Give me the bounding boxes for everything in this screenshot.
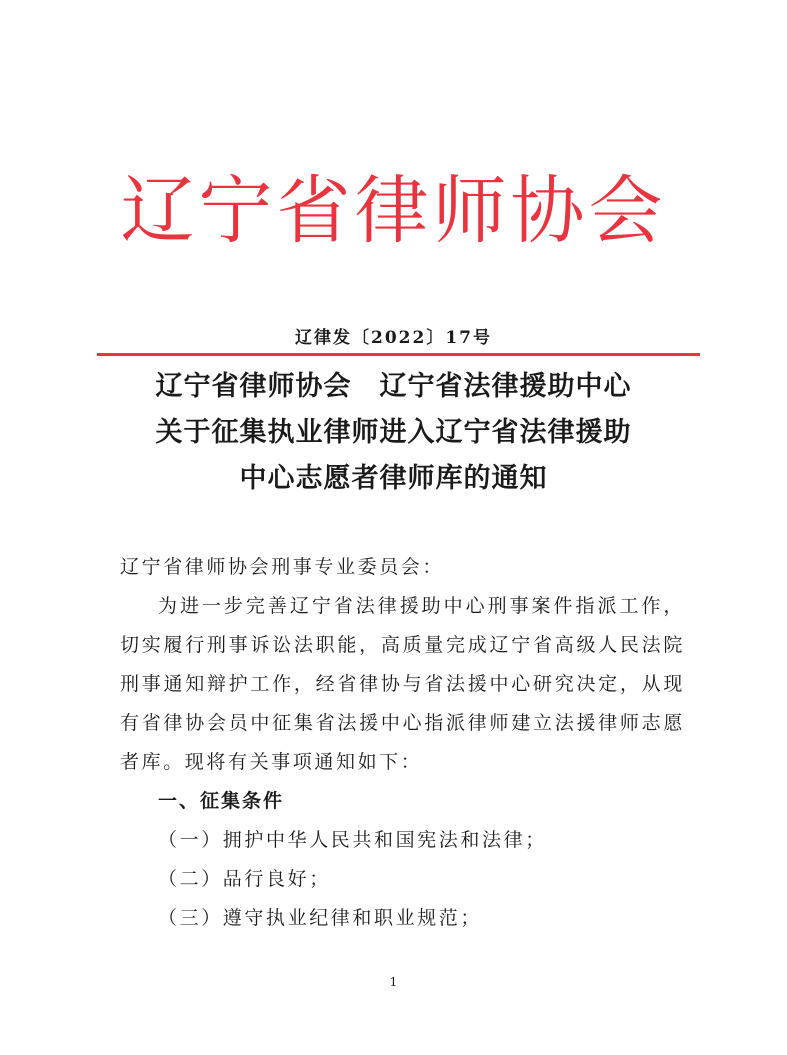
condition-item: （二）品行良好；: [158, 868, 331, 890]
condition-item: （三）遵守执业纪律和职业规范；: [158, 907, 483, 929]
title-line: 关于征集执业律师进入辽宁省法律援助: [155, 417, 632, 448]
title-line: 中心志愿者律师库的通知: [239, 463, 548, 494]
notice-title: [0, 364, 787, 502]
title-line: 辽宁省律师协会 辽宁省法律援助中心: [155, 371, 632, 402]
page-number: 1: [389, 975, 398, 989]
section-heading: 一、征集条件: [158, 790, 285, 812]
notice-body: [120, 548, 685, 938]
intro-paragraph: 为进一步完善辽宁省法律援助中心刑事案件指派工作，切实履行刑事诉讼法职能，高质量完成辽宁省高级人民法院刑事通知辩护工作，经省律协与省法援中心研究决定，从现有省律协会员中征集省法援中心指派律师建立法援律师志愿者库。现将有关事项通知如下：: [120, 595, 685, 773]
condition-item: （一）拥护中华人民共和国宪法和法律；: [158, 829, 547, 851]
document-number: 辽律发〔2022〕17号: [295, 328, 492, 348]
red-divider-line: [97, 353, 700, 356]
masthead-title: 辽宁省律师协会: [120, 168, 667, 254]
salutation: 辽宁省律师协会刑事专业委员会：: [120, 556, 445, 578]
